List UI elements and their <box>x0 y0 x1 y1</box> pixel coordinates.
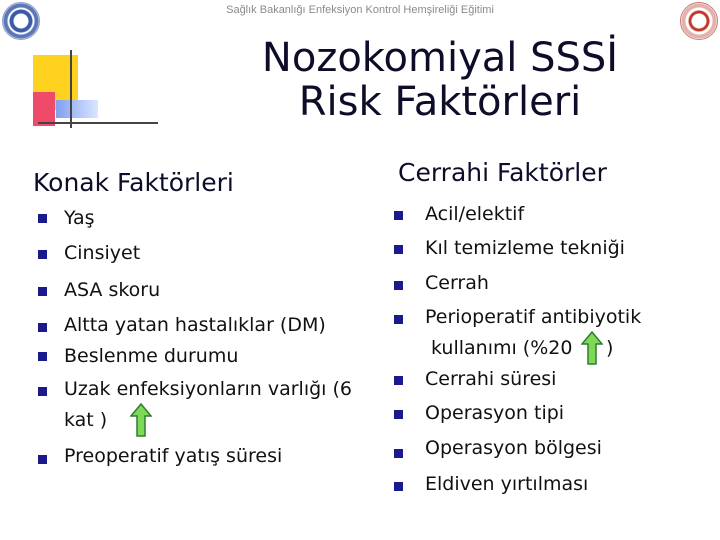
bullet-icon <box>394 245 403 254</box>
surgical-factor-item: Kıl temizleme tekniği <box>425 237 625 259</box>
decor-blue-block <box>56 100 98 118</box>
bullet-icon <box>394 482 403 491</box>
surgical-factor-item: Perioperatif antibiyotik <box>425 306 642 328</box>
bullet-icon <box>394 281 403 290</box>
bullet-icon <box>38 455 47 464</box>
bullet-icon <box>394 315 403 324</box>
bullet-icon <box>38 387 47 396</box>
institution-seal-icon <box>680 2 718 40</box>
surgical-factors-heading: Cerrahi Faktörler <box>398 158 607 187</box>
organization-header: Sağlık Bakanlığı Enfeksiyon Kontrol Hemşireliği Eğitimi <box>226 4 494 16</box>
bullet-icon <box>394 449 403 458</box>
host-factor-item: ASA skoru <box>64 279 161 301</box>
surgical-factor-item-closing-paren: ) <box>606 337 614 359</box>
slide-title-line2: Risk Faktörleri <box>298 79 582 125</box>
bullet-icon <box>394 376 403 385</box>
up-arrow-icon <box>581 331 603 365</box>
host-factors-heading: Konak Faktörleri <box>33 168 234 197</box>
surgical-factor-item-continuation: kullanımı (%20 <box>431 337 573 359</box>
host-factor-item: Beslenme durumu <box>64 345 239 367</box>
surgical-factor-item: Operasyon bölgesi <box>425 437 602 459</box>
host-factor-item: Uzak enfeksiyonların varlığı (6 <box>64 378 352 400</box>
surgical-factor-item: Cerrahi süresi <box>425 368 557 390</box>
host-factor-item: Preoperatif yatış süresi <box>64 445 283 467</box>
host-factor-item: Yaş <box>64 207 95 229</box>
surgical-factor-item: Acil/elektif <box>425 203 525 225</box>
decor-vertical-line <box>70 50 72 128</box>
ministry-seal-icon <box>2 2 40 40</box>
bullet-icon <box>38 250 47 259</box>
host-factor-item-continuation: kat ) <box>64 409 108 431</box>
surgical-factor-item: Cerrah <box>425 272 489 294</box>
slide-title-line1: Nozokomiyal SSSİ <box>261 35 619 81</box>
bullet-icon <box>38 323 47 332</box>
decor-red-block <box>33 92 55 126</box>
up-arrow-icon <box>130 403 152 437</box>
host-factor-item: Altta yatan hastalıklar (DM) <box>64 314 326 336</box>
surgical-factor-item: Operasyon tipi <box>425 402 565 424</box>
decor-horizontal-line <box>38 122 158 124</box>
bullet-icon <box>38 214 47 223</box>
bullet-icon <box>394 211 403 220</box>
host-factor-item: Cinsiyet <box>64 242 141 264</box>
bullet-icon <box>394 410 403 419</box>
bullet-icon <box>38 352 47 361</box>
bullet-icon <box>38 287 47 296</box>
surgical-factor-item: Eldiven yırtılması <box>425 473 589 495</box>
